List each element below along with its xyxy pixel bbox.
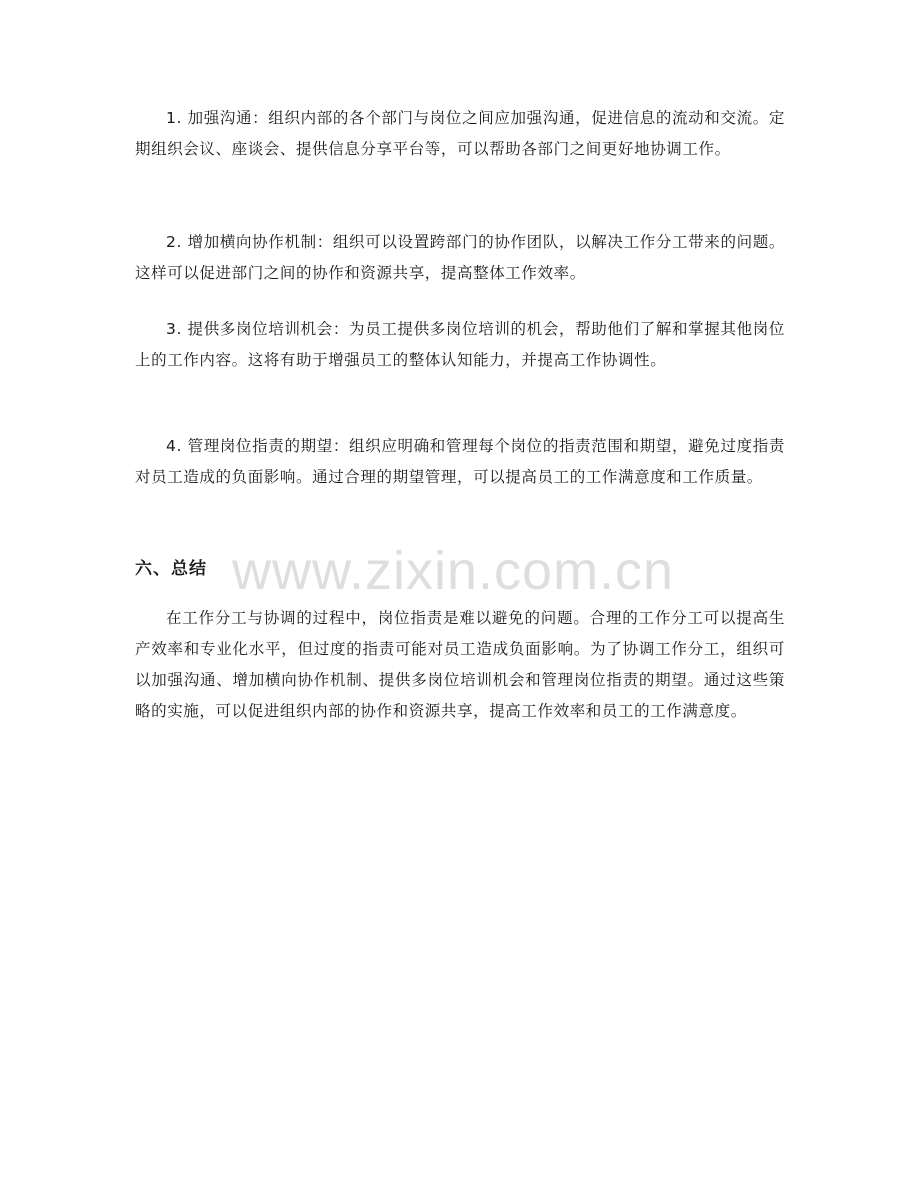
list-item-2: 2. 增加横向协作机制：组织可以设置跨部门的协作团队，以解决工作分工带来的问题。这样可以促进部门之间的协作和资源共享，提高整体工作效率。: [135, 233, 785, 282]
list-item-3: 3. 提供多岗位培训机会：为员工提供多岗位培训的机会，帮助他们了解和掌握其他岗位上的工作内容。这将有助于增强员工的整体认知能力，并提高工作协调性。: [135, 320, 785, 369]
summary-paragraph: 在工作分工与协调的过程中，岗位指责是难以避免的问题。合理的工作分工可以提高生产效率和专业化水平，但过度的指责可能对员工造成负面影响。为了协调工作分工，组织可以加强沟通、增加横向协作机制、提供多岗位培训机会和管理岗位指责的期望。通过这些策略的实施，可以促进组织内部的协作和资源共享，提高工作效率和员工的工作满意度。: [135, 609, 785, 720]
list-item-4: 4. 管理岗位指责的期望：组织应明确和管理每个岗位的指责范围和期望，避免过度指责对员工造成的负面影响。通过合理的期望管理，可以提高员工的工作满意度和工作质量。: [135, 437, 785, 486]
watermark: www.zixin.com.cn: [232, 541, 675, 601]
section-heading: 六、总结: [135, 559, 207, 579]
list-item-1: 1. 加强沟通：组织内部的各个部门与岗位之间应加强沟通，促进信息的流动和交流。定期组织会议、座谈会、提供信息分享平台等，可以帮助各部门之间更好地协调工作。: [135, 109, 785, 158]
